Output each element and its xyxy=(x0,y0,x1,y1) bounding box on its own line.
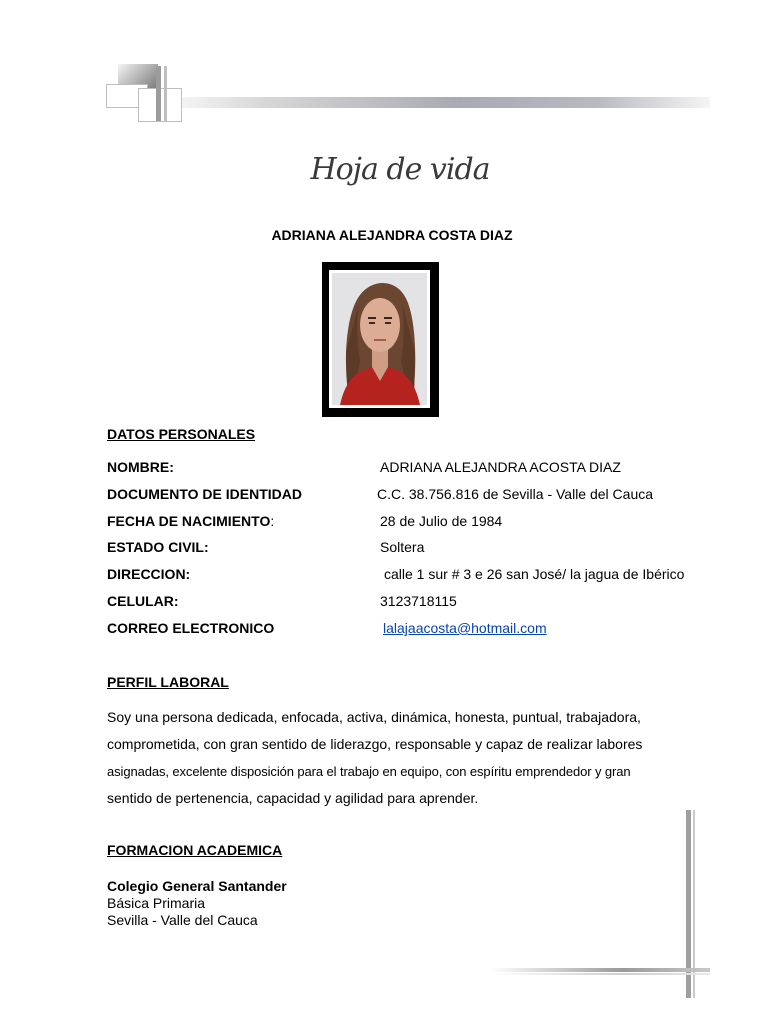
value-celular: 3123718115 xyxy=(380,593,457,609)
education-entry xyxy=(107,878,287,929)
perfil-line: Soy una persona dedicada, enfocada, activa, dinámica, honesta, puntual, trabajadora, xyxy=(107,709,641,725)
value-fecha-nacimiento: 28 de Julio de 1984 xyxy=(380,513,503,529)
perfil-line: comprometida, con gran sentido de liderazgo, responsable y capaz de realizar labores xyxy=(107,736,643,752)
header-ornament-bar xyxy=(164,66,167,121)
perfil-laboral-paragraph xyxy=(107,704,682,812)
value-direccion: calle 1 sur # 3 e 26 san José/ la jagua de Ibérico xyxy=(384,566,685,582)
label-fecha-nacimiento: FECHA DE NACIMIENTO: xyxy=(107,513,275,529)
section-heading-perfil-laboral: PERFIL LABORAL xyxy=(107,674,229,690)
header-ornament-bar xyxy=(156,66,161,121)
document-title: Hoja de vida xyxy=(310,152,490,187)
label-celular: CELULAR: xyxy=(107,593,179,609)
label-correo: CORREO ELECTRONICO xyxy=(107,620,275,636)
label-direccion: DIRECCION: xyxy=(107,566,191,582)
education-place: Sevilla - Valle del Cauca xyxy=(107,912,258,928)
profile-photo xyxy=(332,273,427,405)
education-level: Básica Primaria xyxy=(107,895,206,911)
section-heading-datos-personales: DATOS PERSONALES xyxy=(107,426,256,442)
label-documento: DOCUMENTO DE IDENTIDAD xyxy=(107,486,302,502)
perfil-line: sentido de pertenencia, capacidad y agilidad para aprender. xyxy=(107,790,479,806)
value-nombre: ADRIANA ALEJANDRA ACOSTA DIAZ xyxy=(380,459,621,475)
footer-rule xyxy=(490,968,710,972)
section-heading-formacion-academica: FORMACION ACADEMICA xyxy=(107,842,283,858)
email-link[interactable]: lalajaacosta@hotmail.com xyxy=(383,620,547,636)
label-nombre: NOMBRE: xyxy=(107,459,174,475)
school-name: Colegio General Santander xyxy=(107,878,287,894)
footer-rule xyxy=(490,973,710,975)
label-estado-civil: ESTADO CIVIL: xyxy=(107,539,209,555)
value-estado-civil: Soltera xyxy=(380,539,425,555)
value-documento: C.C. 38.756.816 de Sevilla - Valle del Cauca xyxy=(377,486,654,502)
header-rule xyxy=(150,97,710,108)
candidate-name: ADRIANA ALEJANDRA COSTA DIAZ xyxy=(271,227,513,243)
perfil-line: asignadas, excelente disposición para el trabajo en equipo, con espíritu emprendedor y gran xyxy=(107,764,631,779)
